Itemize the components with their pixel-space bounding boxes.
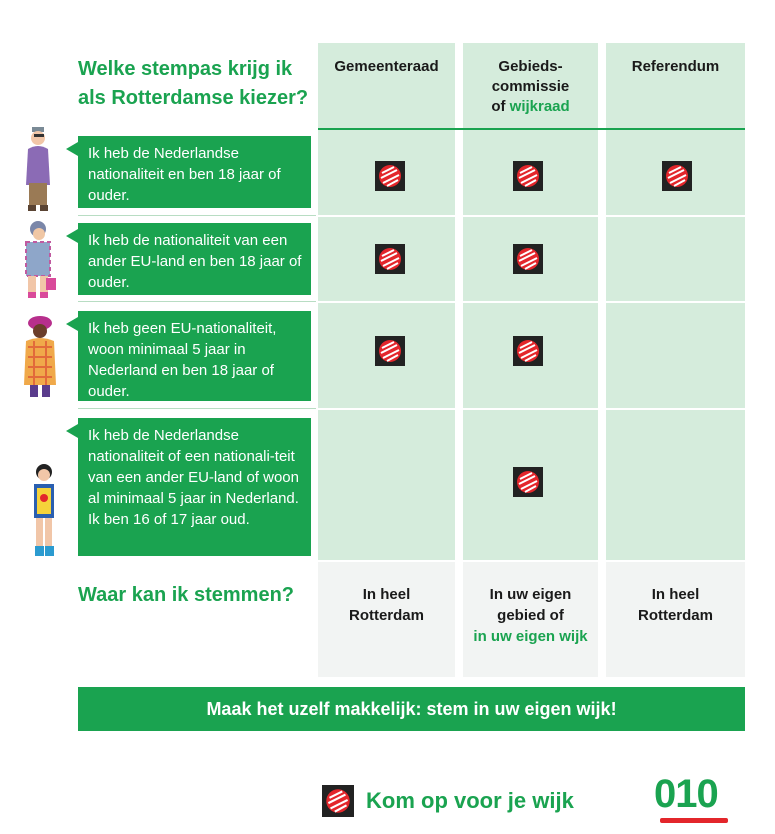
answer-gemeenteraad [318, 584, 455, 626]
eligibility-row-3: Ik heb geen EU-nationaliteit, woon minimaal 5 jaar in Nederland en ben 18 jaar of ouder. [78, 311, 311, 401]
stempas-stamp-icon [375, 244, 405, 274]
answer-referendum [606, 584, 745, 626]
answer-line: In heel [362, 586, 411, 603]
stempas-stamp-icon [375, 161, 405, 191]
answer-line: In heel [651, 586, 700, 603]
page-title: Welke stempas krijg ik als Rotterdamse kiezer? [78, 58, 309, 109]
column-header-line: commissie [491, 78, 570, 95]
column-header-gemeenteraad: Gemeenteraad [334, 58, 439, 75]
stempas-stamp-icon [513, 244, 543, 274]
row-divider [78, 215, 316, 216]
speech-bubble-tail [66, 317, 78, 331]
pencil-underline [660, 818, 728, 823]
column-header-referendum: Referendum [631, 58, 720, 75]
stempas-stamp-icon [375, 336, 405, 366]
speech-bubble-tail [66, 424, 78, 438]
header-divider [318, 128, 745, 130]
row-divider [318, 301, 745, 303]
answer-line: In uw eigen [489, 586, 572, 603]
stempas-stamp-icon [513, 161, 543, 191]
row-divider [318, 408, 745, 410]
where-question: Waar kan ik stemmen? [78, 584, 295, 606]
call-to-action-banner: Maak het uzelf makkelijk: stem in uw eigen wijk! [78, 687, 745, 731]
eligibility-row-1: Ik heb de Nederlandse nationaliteit en ben 18 jaar of ouder. [78, 136, 311, 208]
speech-bubble-tail [66, 229, 78, 243]
answer-gebieds [463, 584, 598, 647]
stempas-stamp-icon [322, 785, 354, 817]
stempas-stamp-icon [662, 161, 692, 191]
column-header-of: of [491, 98, 506, 115]
row-divider [78, 408, 316, 409]
stempas-stamp-icon [513, 467, 543, 497]
man-with-cap-icon [20, 125, 56, 213]
teen-girl-icon [26, 462, 62, 560]
answer-line: Rotterdam [348, 607, 424, 624]
answer-line: Rotterdam [637, 607, 713, 624]
rotterdam-010-logo: 010 [654, 772, 718, 816]
eligibility-row-4: Ik heb de Nederlandse nationaliteit of een nationali-teit van een ander EU-land of woon al minimaal 5 jaar in Nederland. Ik ben 16 of 17 jaar oud. [78, 418, 311, 556]
column-header-line: Gebieds- [498, 58, 563, 75]
stempas-stamp-icon [513, 336, 543, 366]
row-divider [78, 301, 316, 302]
eligibility-row-2: Ik heb de nationaliteit van een ander EU-land en ben 18 jaar of ouder. [78, 223, 311, 295]
speech-bubble-tail [66, 142, 78, 156]
column-header-gebiedscommissie [463, 57, 598, 117]
row-divider [318, 215, 745, 217]
slogan: Kom op voor je wijk [366, 788, 574, 813]
older-woman-with-bag-icon [20, 220, 56, 302]
answer-line: in uw eigen wijk [473, 628, 588, 645]
woman-with-headscarf-icon [18, 315, 62, 403]
column-header-wijkraad: wijkraad [509, 98, 570, 115]
answer-line: gebied of [497, 607, 564, 624]
